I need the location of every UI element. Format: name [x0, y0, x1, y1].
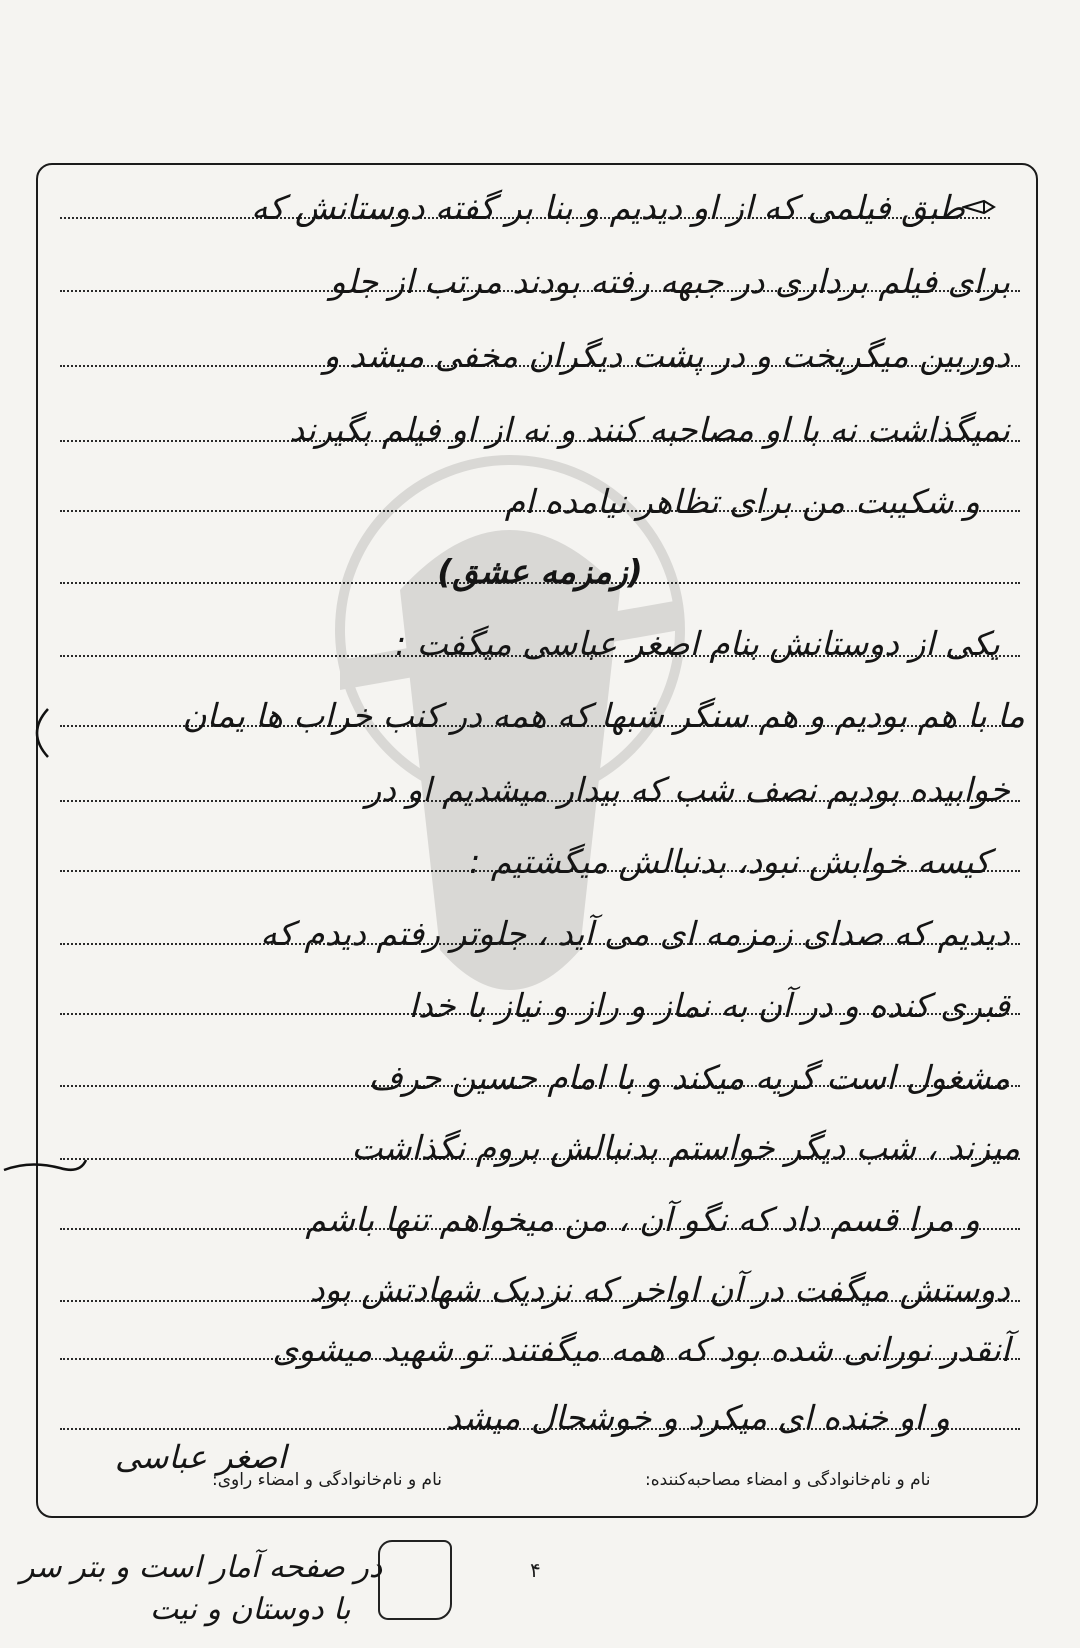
- handwritten-line: ما با هم بودیم و هم سنگر شبها که همه در کنب خراب ها یمان: [182, 696, 1025, 735]
- interviewer-signature-label: نام و نام‌خانوادگی و امضاء مصاحبه‌کننده:: [645, 1470, 931, 1490]
- handwritten-line: قبری کنده و در آن به نماز و راز و نیاز با خدا: [408, 986, 1010, 1025]
- footer-note-line1: در صفحه آمار است و بتر سر: [20, 1550, 383, 1585]
- handwritten-line: یکی از دوستانش بنام اصغر عباسی میگفت :: [395, 624, 1000, 663]
- handwritten-line: کیسه خوابش نبود، بدنبالش میگشتیم :: [469, 842, 990, 881]
- handwritten-line: دیدیم که صدای زمزمه ای می آید ، جلوتر رفتم دیدم که: [260, 914, 1010, 953]
- handwritten-line: برای فیلم برداری در جبهه رفته بودند مرتب از جلو: [329, 262, 1010, 301]
- handwritten-line: آنقدر نورانی شده بود که همه میگفتند تو شهید میشوی: [272, 1330, 1010, 1369]
- handwritten-line: خوابیده بودیم نصف شب که بیدار میشدیم او در: [365, 770, 1010, 809]
- stamp-box: [378, 1540, 452, 1620]
- handwritten-line: و مرا قسم داد که نگو آن ، من میخواهم تنها باشم: [305, 1200, 980, 1239]
- pen-icon: [962, 198, 996, 216]
- margin-bracket-icon: [20, 705, 54, 761]
- footer-note-line2: با دوستان و نیت: [150, 1592, 351, 1627]
- narrator-signature-label: نام و نام‌خانوادگی و امضاء راوی:: [212, 1470, 442, 1490]
- handwritten-line: نمیگذاشت نه با او مصاحبه کنند و نه از او فیلم بگیرند: [289, 410, 1010, 449]
- handwritten-line: طبق فیلمی که از او دیدیم و بنا بر گفته دوستانش که: [251, 188, 965, 227]
- handwritten-line: و شکیبت من برای تظاهر نیامده ام: [504, 482, 980, 521]
- narrator-signature: اصغر عباسی: [115, 1438, 287, 1476]
- handwritten-line: میزند ، شب دیگر خواستم بدنبالش بروم نگذاشت: [351, 1128, 1020, 1167]
- margin-scribble-icon: [0, 1130, 90, 1190]
- handwritten-line: و او خنده ای میکرد و خوشحال میشد: [446, 1398, 950, 1437]
- page-number: ۴: [530, 1558, 541, 1582]
- handwritten-line: مشغول است گریه میکند و با امام حسین حرف: [368, 1058, 1010, 1097]
- handwritten-line: دوربین میگریخت و در پشت دیگران مخفی میشد و: [323, 336, 1010, 375]
- section-title: (زمزمه عشق): [437, 552, 643, 591]
- handwritten-line: دوستش میگفت در آن اواخر که نزدیک شهادتش بود: [309, 1270, 1010, 1309]
